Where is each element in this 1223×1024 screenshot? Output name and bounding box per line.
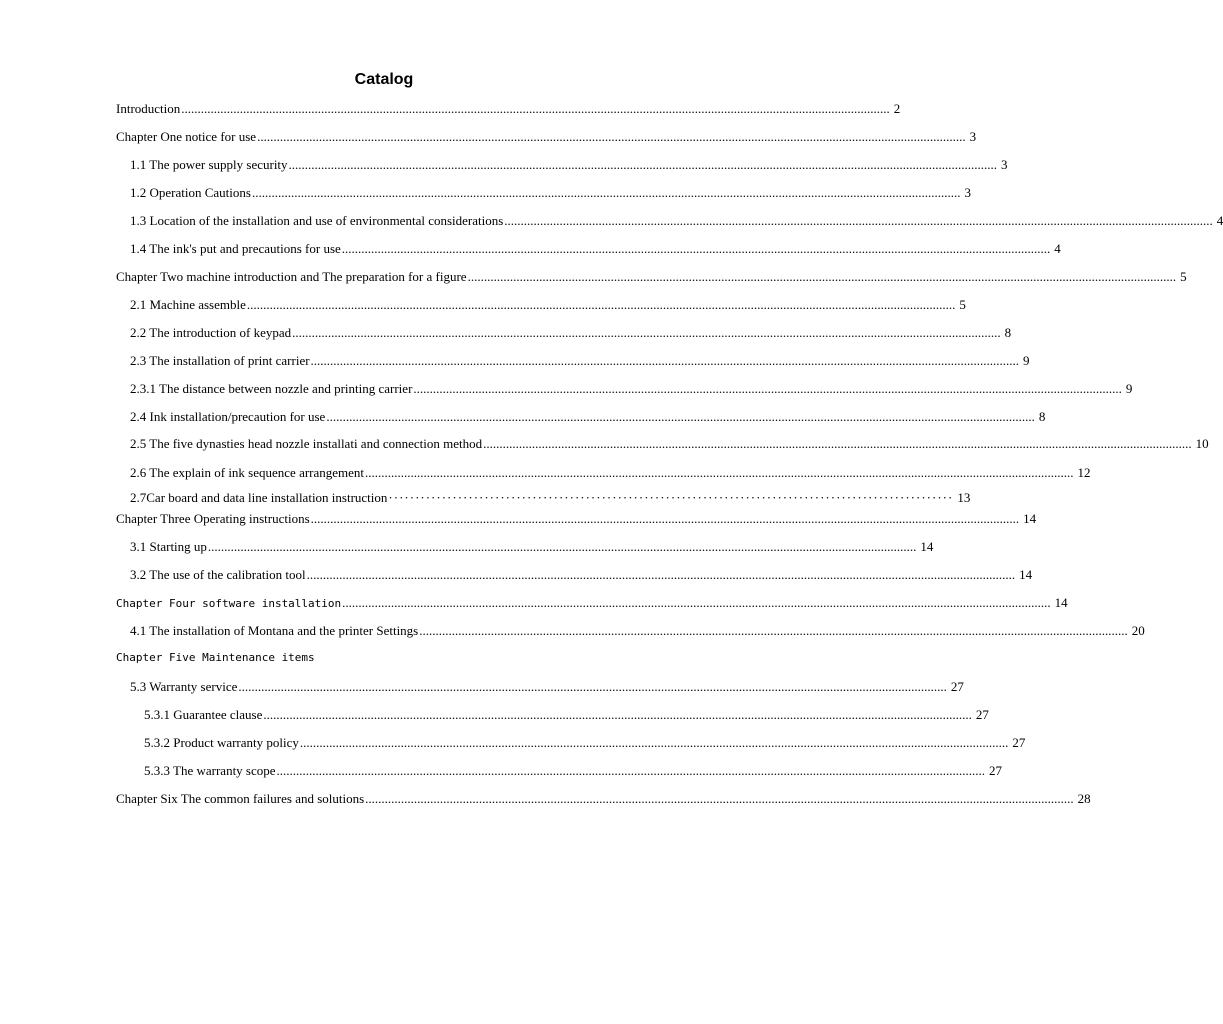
toc-page-number: 2 xyxy=(893,101,901,116)
toc-entry-chapter-four[interactable] xyxy=(116,595,1068,613)
dot-leader: .......................................................................................................................................................................................................................... xyxy=(207,539,917,554)
dot-leader: .......................................................................................................................................................................................................................... xyxy=(181,101,890,116)
toc-entry-label: Chapter Four software installation xyxy=(116,597,342,610)
toc-entry-2-3[interactable] xyxy=(130,353,1030,371)
dot-leader: .......................................................................................................................................................................................................................... xyxy=(342,595,1051,610)
toc-page-number: 5 xyxy=(959,297,966,312)
toc-entry-label: 1.3 Location of the installation and use of environmental considerations xyxy=(130,213,504,228)
toc-page-number: 27 xyxy=(1012,735,1026,750)
toc-entry-1-2[interactable] xyxy=(130,185,971,203)
toc-entry-chapter-three[interactable] xyxy=(116,511,1037,529)
toc-entry-label: 2.4 Ink installation/precaution for use xyxy=(130,409,326,424)
toc-entry-label: Chapter Five Maintenance items xyxy=(116,651,315,664)
dot-leader: .......................................................................................................................................................................................................................... xyxy=(483,436,1192,451)
toc-entry-2-2[interactable] xyxy=(130,325,1012,343)
dot-leader: .......................................................................................................................................................................................................................... xyxy=(419,623,1128,638)
toc-entry-2-3-1[interactable] xyxy=(130,381,1133,399)
toc-entry-label: 1.4 The ink's put and precautions for use xyxy=(130,241,341,256)
toc-entry-label: 5.3 Warranty service xyxy=(130,679,238,694)
toc-entry-2-1[interactable] xyxy=(130,297,966,315)
toc-page-number: 4 xyxy=(1216,213,1223,228)
toc-entry-1-3[interactable] xyxy=(130,213,1223,231)
toc-entry-label: 2.7Car board and data line installation instruction xyxy=(130,490,388,505)
toc-entry-label: 3.1 Starting up xyxy=(130,539,207,554)
toc-entry-label: 3.2 The use of the calibration tool xyxy=(130,567,306,582)
toc-page-number: 3 xyxy=(1001,157,1008,172)
toc-page-number: 14 xyxy=(1054,595,1068,610)
toc-entry-label: 5.3.1 Guarantee clause xyxy=(144,707,263,722)
toc-page-number: 12 xyxy=(1077,465,1091,480)
toc-entry-5-3-2[interactable] xyxy=(144,735,1026,753)
toc-page-number: 10 xyxy=(1195,436,1209,451)
toc-entry-introduction[interactable] xyxy=(116,101,901,119)
toc-page-number: 5 xyxy=(1180,269,1187,284)
toc-page-number: 8 xyxy=(1004,325,1012,340)
toc-entry-label: 1.1 The power supply security xyxy=(130,157,288,172)
dot-leader: .......................................................................................................................................................................................................................... xyxy=(251,185,961,200)
toc-entry-label: 2.3.1 The distance between nozzle and printing carrier xyxy=(130,381,413,396)
dot-leader: .......................................................................................................................................................................................................................... xyxy=(288,157,998,172)
dot-leader: .......................................................................................................................................................................................................................... xyxy=(341,241,1051,256)
dot-leader: .......................................................................................................................................................................................................................... xyxy=(257,129,966,144)
toc-entry-label: Introduction xyxy=(116,101,181,116)
toc-page-number: 28 xyxy=(1077,791,1091,806)
toc-entry-label: Chapter Two machine introduction and The preparation for a figure xyxy=(116,269,467,284)
dot-leader: .......................................................................................................................................................................................................................... xyxy=(365,791,1074,806)
toc-entry-label: 1.2 Operation Cautions xyxy=(130,185,251,200)
dot-leader: .......................................................................................................................................................................................................................... xyxy=(238,679,947,694)
toc-entry-label: 2.1 Machine assemble xyxy=(130,297,246,312)
toc-entry-3-2[interactable] xyxy=(130,567,1033,585)
toc-entry-1-4[interactable] xyxy=(130,241,1061,259)
toc-entry-2-6[interactable] xyxy=(130,465,1091,483)
dot-leader: .......................................................................................................................................................................................................................... xyxy=(310,353,1020,368)
toc-page-number: 13 xyxy=(957,490,971,505)
toc-entry-label: 2.3 The installation of print carrier xyxy=(130,353,310,368)
toc-page-number: 4 xyxy=(1054,241,1061,256)
toc-page-number: 3 xyxy=(964,185,971,200)
toc-entry-5-3[interactable] xyxy=(130,679,964,697)
dot-leader: .......................................................................................................................................................................................................................... xyxy=(310,511,1020,526)
toc-entry-label: 5.3.3 The warranty scope xyxy=(144,763,276,778)
toc-page-number: 27 xyxy=(975,707,989,722)
toc-entry-label: Chapter One notice for use xyxy=(116,129,257,144)
toc-entry-chapter-six[interactable] xyxy=(116,791,1091,809)
toc-page-number: 27 xyxy=(989,763,1003,778)
toc-entry-chapter-one[interactable] xyxy=(116,129,977,147)
toc-page-number: 14 xyxy=(920,539,934,554)
toc-entry-chapter-five[interactable] xyxy=(116,651,652,669)
toc-entry-label: 5.3.2 Product warranty policy xyxy=(144,735,299,750)
dot-leader: .......................................................................................................................................................................................................................... xyxy=(306,567,1016,582)
dot-leader: .......................................................................................................................................................................................................................... xyxy=(467,269,1177,284)
toc-entry-2-7[interactable] xyxy=(130,490,971,508)
toc-entry-1-1[interactable] xyxy=(130,157,1008,175)
dot-leader: .......................................................................................................................................................................................................................... xyxy=(504,213,1213,228)
catalog-title: Catalog xyxy=(354,71,414,88)
toc-page-number: 14 xyxy=(1019,567,1033,582)
toc-page-number: 9 xyxy=(1023,353,1030,368)
dot-leader: .......................................................................................................................................................................................................................... xyxy=(276,763,986,778)
dot-leader: .......................................................................................................................................................................................................................... xyxy=(326,409,1035,424)
toc-entry-label: 2.5 The five dynasties head nozzle installati and connection method xyxy=(130,436,483,451)
toc-entry-5-3-1[interactable] xyxy=(144,707,989,725)
toc-entry-chapter-two[interactable] xyxy=(116,269,1187,287)
dot-leader: ·········································································································· xyxy=(388,490,954,505)
toc-page-number: 9 xyxy=(1125,381,1133,396)
toc-entry-label: Chapter Three Operating instructions xyxy=(116,511,310,526)
toc-entry-2-4[interactable] xyxy=(130,409,1046,427)
toc-page-number: 14 xyxy=(1023,511,1037,526)
toc-entry-4-1[interactable] xyxy=(130,623,1145,641)
toc-entry-label: 4.1 The installation of Montana and the printer Settings xyxy=(130,623,419,638)
toc-page-number: 27 xyxy=(950,679,964,694)
toc-page-number: 20 xyxy=(1131,623,1145,638)
toc-entry-label: Chapter Six The common failures and solutions xyxy=(116,791,365,806)
toc-entry-3-1[interactable] xyxy=(130,539,934,557)
dot-leader: .......................................................................................................................................................................................................................... xyxy=(299,735,1009,750)
toc-page-number: 8 xyxy=(1038,409,1046,424)
dot-leader: .......................................................................................................................................................................................................................... xyxy=(292,325,1001,340)
toc-page-number: 3 xyxy=(969,129,977,144)
toc-entry-label: 2.2 The introduction of keypad xyxy=(130,325,292,340)
dot-leader: .......................................................................................................................................................................................................................... xyxy=(246,297,956,312)
dot-leader: .......................................................................................................................................................................................................................... xyxy=(365,465,1074,480)
toc-entry-label: 2.6 The explain of ink sequence arrangement xyxy=(130,465,365,480)
toc-entry-5-3-3[interactable] xyxy=(144,763,1003,781)
dot-leader: .......................................................................................................................................................................................................................... xyxy=(263,707,972,722)
dot-leader: .......................................................................................................................................................................................................................... xyxy=(413,381,1122,396)
toc-entry-2-5[interactable] xyxy=(130,436,1209,454)
